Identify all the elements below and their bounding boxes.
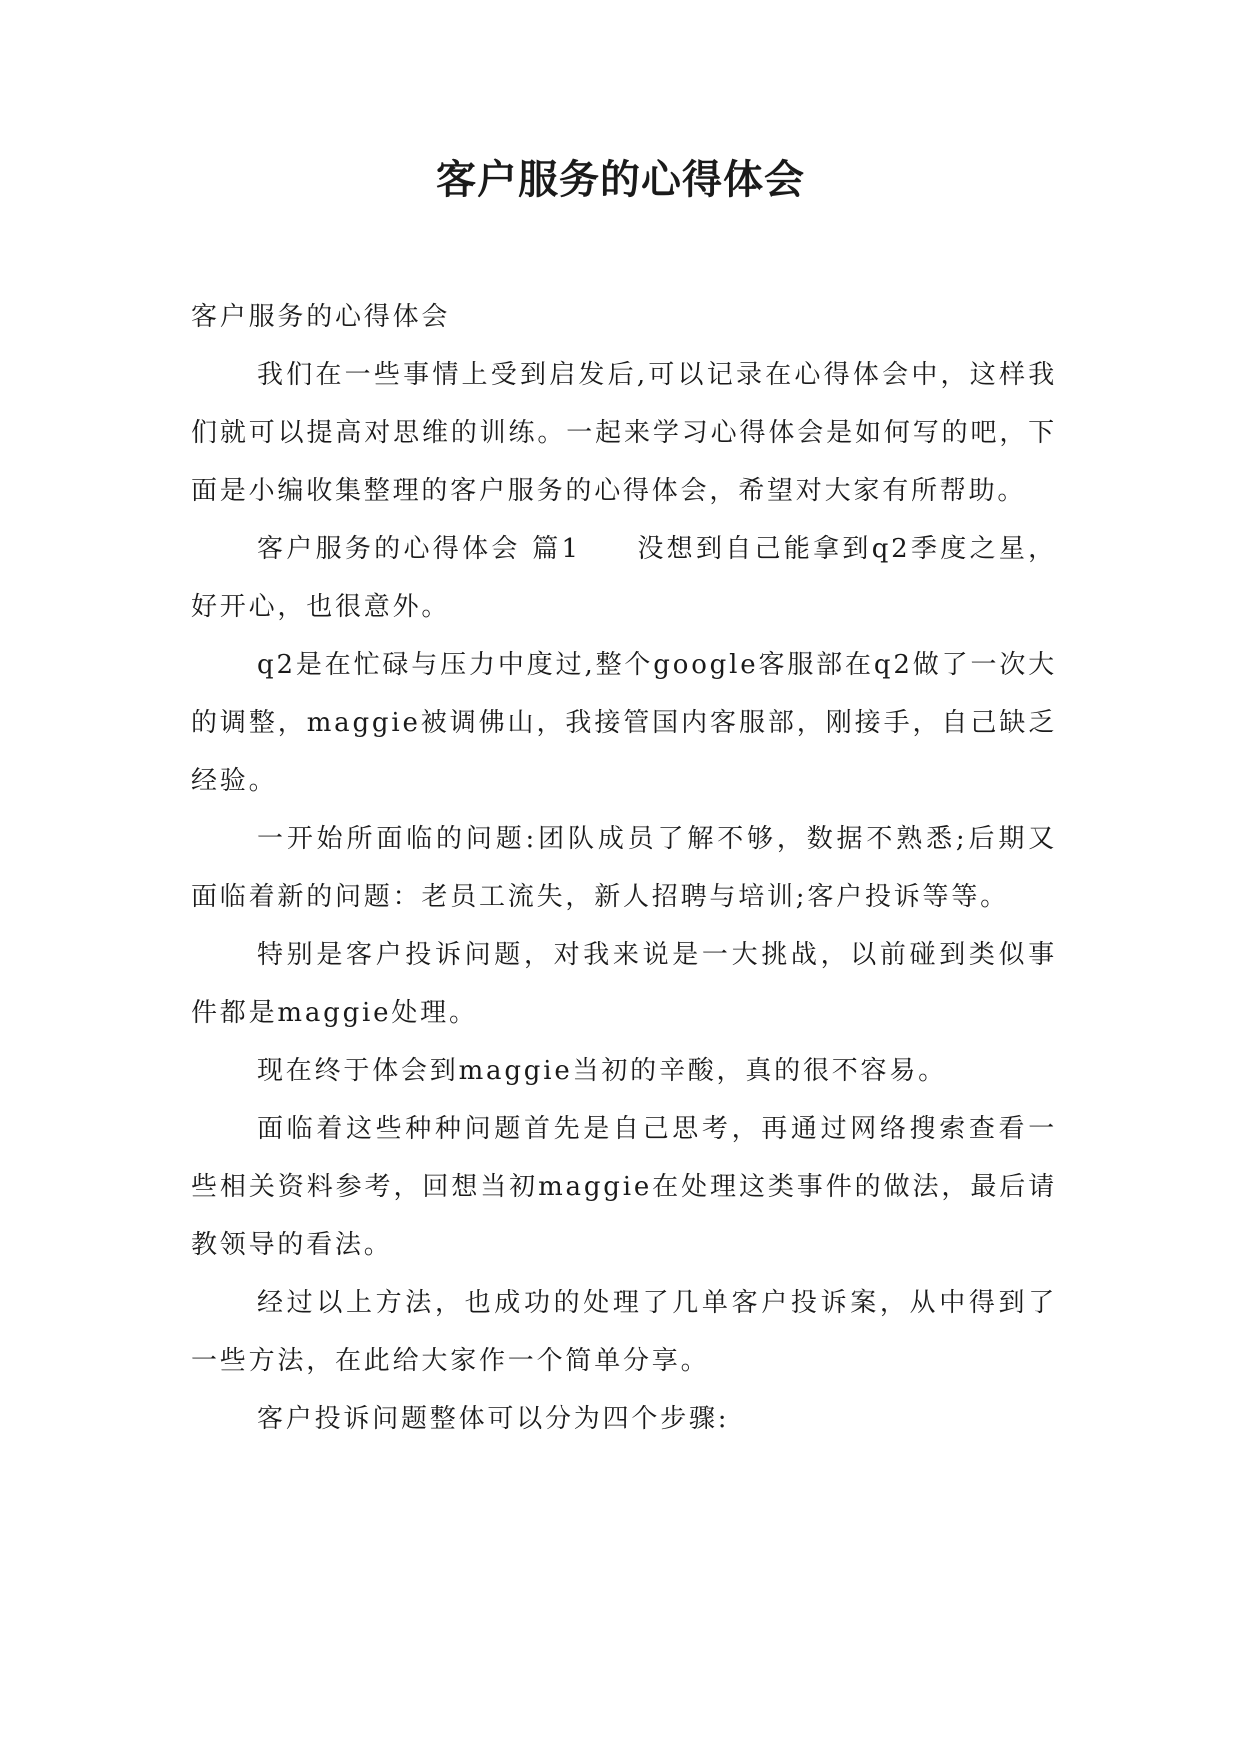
paragraph-intro: 我们在一些事情上受到启发后,可以记录在心得体会中，这样我们就可以提高对思维的训练。一起来学习心得体会是如何写的吧，下面是小编收集整理的客户服务的心得体会，希望对大家有所帮助。 [191, 360, 1057, 506]
paragraph-complaints: 特别是客户投诉问题，对我来说是一大挑战，以前碰到类似事件都是maggie处理。 [191, 940, 1057, 1028]
document-title: 客户服务的心得体会 [436, 157, 805, 203]
document-body [191, 288, 1057, 1448]
paragraph-problems: 一开始所面临的问题:团队成员了解不够，数据不熟悉;后期又面临着新的问题：老员工流失，新人招聘与培训;客户投诉等等。 [191, 824, 1057, 912]
section-heading: 客户服务的心得体会 篇1 [257, 534, 581, 564]
paragraph-section-1 [191, 520, 1057, 636]
paragraph-realization: 现在终于体会到maggie当初的辛酸，真的很不容易。 [257, 1056, 947, 1086]
paragraph-steps: 客户投诉问题整体可以分为四个步骤: [257, 1404, 730, 1434]
paragraph-results: 经过以上方法，也成功的处理了几单客户投诉案，从中得到了一些方法，在此给大家作一个简单分享。 [191, 1288, 1057, 1376]
section-first-text: 没想到自己能拿到q2季度之星，好开心，也很意外。 [191, 534, 1057, 622]
document-subtitle: 客户服务的心得体会 [191, 302, 451, 332]
paragraph-q2: q2是在忙碌与压力中度过,整个google客服部在q2做了一次大的调整，maggie被调佛山，我接管国内客服部，刚接手，自己缺乏经验。 [191, 650, 1057, 796]
paragraph-approach: 面临着这些种种问题首先是自己思考，再通过网络搜索查看一些相关资料参考，回想当初maggie在处理这类事件的做法，最后请教领导的看法。 [191, 1114, 1057, 1260]
